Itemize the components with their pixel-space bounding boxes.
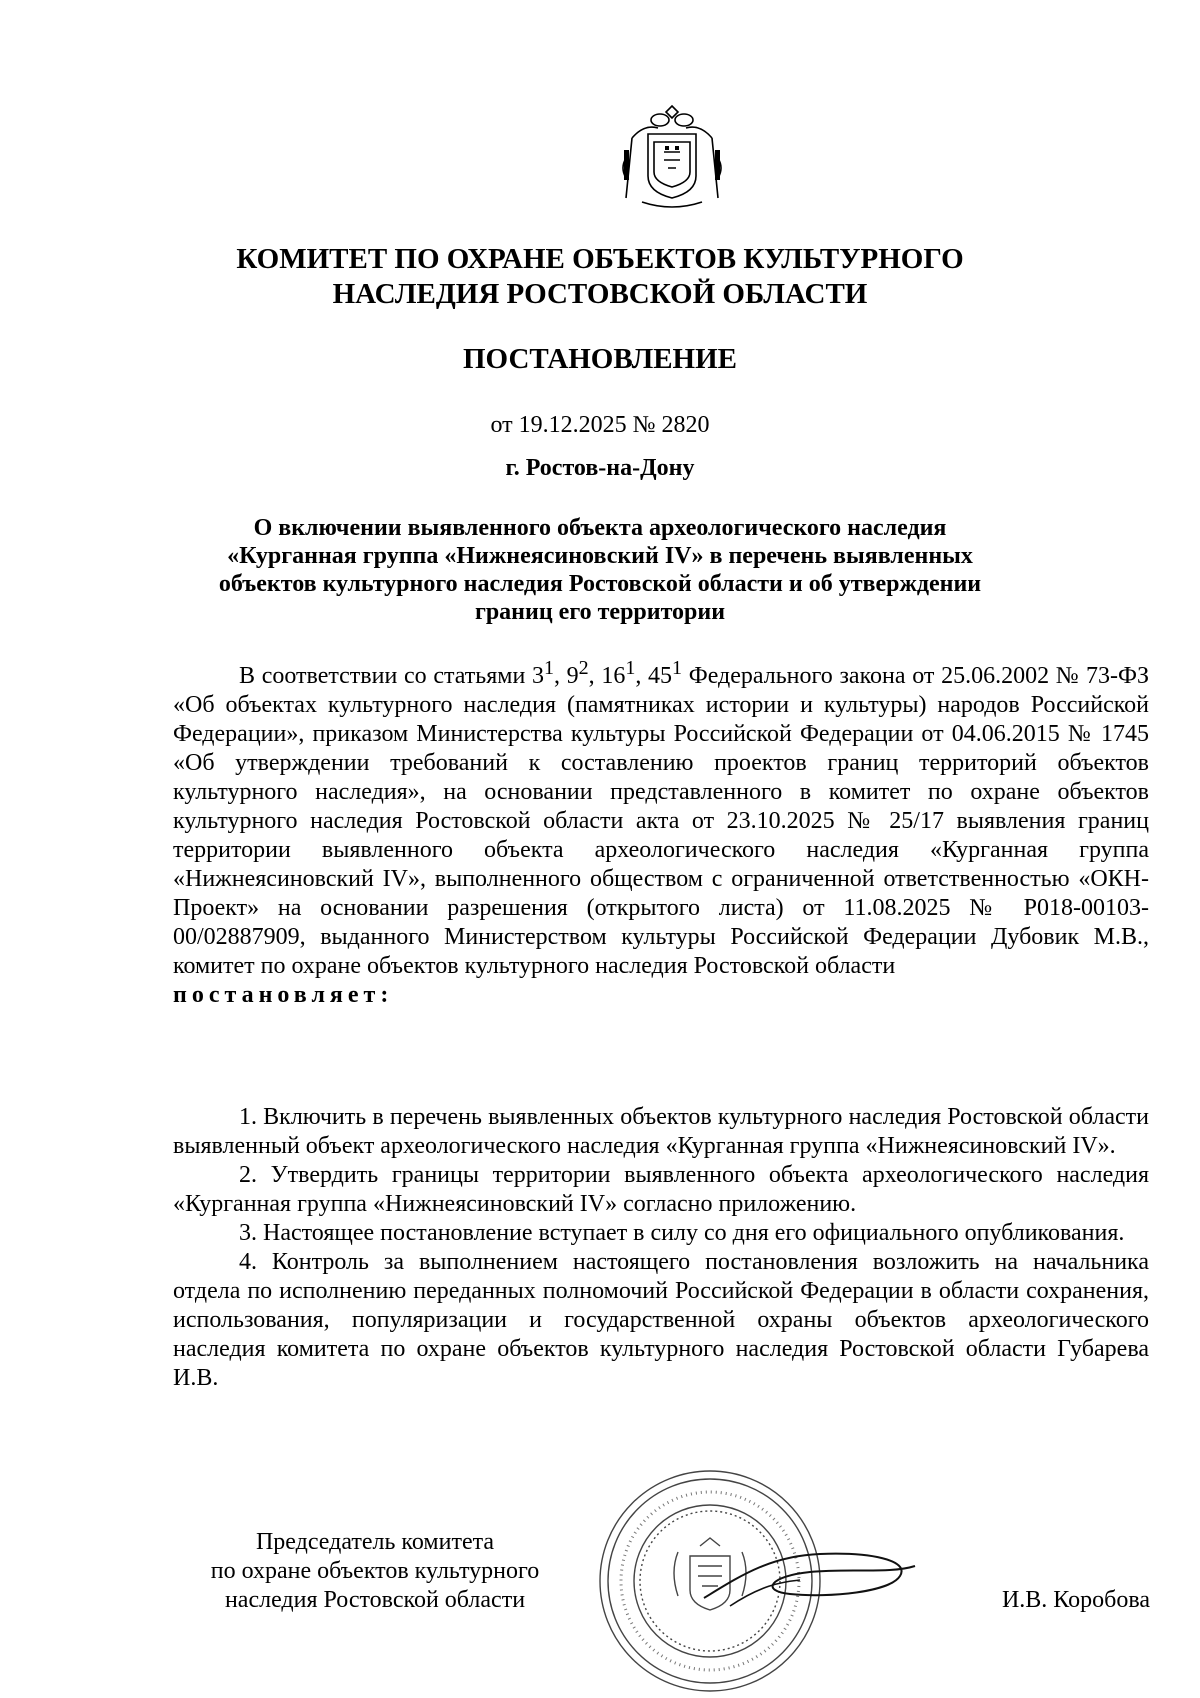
decree-item-1: 1. Включить в перечень выявленных объектов культурного наследия Ростовской области выявленный объект археологического наследия «Курганная группа «Нижнеясиновский IV». <box>173 1104 1149 1159</box>
article-superscript-3: 1 <box>625 657 636 679</box>
subject-line-3: объектов культурного наследия Ростовской области и об утверждении <box>218 571 982 597</box>
preamble-paragraph <box>173 654 1149 981</box>
document-subject <box>150 514 1050 626</box>
preamble-text-b: , 9 <box>553 663 579 689</box>
signer-position <box>160 1528 590 1615</box>
org-title-line-1: КОМИТЕТ ПО ОХРАНЕ ОБЪЕКТОВ КУЛЬТУРНОГО <box>236 243 964 275</box>
preamble-text-a: В соответствии со статьями 3 <box>239 663 544 689</box>
preamble-text-c: , 16 <box>588 663 626 689</box>
coat-of-arms-icon <box>602 98 742 218</box>
signer-position-line-1: Председатель комитета <box>255 1529 495 1555</box>
decree-item-3: 3. Настоящее постановление вступает в силу со дня его официального опубликования. <box>239 1220 1125 1246</box>
subject-line-2: «Курганная группа «Нижнеясиновский IV» в перечень выявленных <box>227 543 973 569</box>
org-title-line-2: НАСЛЕДИЯ РОСТОВСКОЙ ОБЛАСТИ <box>332 278 868 310</box>
signer-position-line-3: наследия Ростовской области <box>224 1587 526 1613</box>
article-superscript-2: 2 <box>578 657 589 679</box>
document-date-number: от 19.12.2025 № 2820 <box>490 412 710 438</box>
signer-name: И.В. Коробова <box>1001 1587 1150 1613</box>
preamble-text-e: Федерального закона от 25.06.2002 № 73-ФЗ «Об объектах культурного наследия (памятниках истории и культуры) народов Российской Федерации», приказом Министерства культуры Российской Федерации от 04.06.2015 № 1745 «Об утверждении требований к составлению проектов границ территорий объектов культурного наследия», на основании представленного в комитет по охране объектов культурного наследия Ростовской области акта от 23.10.2025 № 25/17 выявления границ территории выявленного объекта археологического наследия «Курганная группа «Нижнеясиновский IV», выполненного обществом с ограниченной ответственностью «ОКН-Проект» на основании разрешения (открытого листа) от 11.08.2025 № Р018-00103-00/02887909, выданного Министерством культуры Российской Федерации Дубовик М.В., комитет по охране объектов культурного наследия Ростовской области <box>173 663 1149 979</box>
document-city: г. Ростов-на-Дону <box>505 455 695 481</box>
decree-items <box>173 1103 1149 1393</box>
preamble-text-d: , 45 <box>635 663 673 689</box>
preamble <box>173 654 1149 1010</box>
signer-position-line-2: по охране объектов культурного <box>210 1558 540 1584</box>
organization-title <box>150 242 1050 312</box>
article-superscript-4: 1 <box>672 657 683 679</box>
decree-item-4: 4. Контроль за выполнением настоящего постановления возложить на начальника отдела по исполнению переданных полномочий Российской Федерации в области сохранения, использования, популяризации и государственной охраны объектов археологического наследия комитета по охране объектов культурного наследия Ростовской области Губарева И.В. <box>173 1249 1149 1391</box>
subject-line-4: границ его территории <box>474 599 726 625</box>
decree-item-2: 2. Утвердить границы территории выявленного объекта археологического наследия «Курганная группа «Нижнеясиновский IV» согласно приложению. <box>173 1162 1149 1217</box>
article-superscript-1: 1 <box>543 657 554 679</box>
document-type: ПОСТАНОВЛЕНИЕ <box>462 343 737 375</box>
subject-line-1: О включении выявленного объекта археологического наследия <box>253 515 947 541</box>
decree-word: постановляет: <box>173 982 394 1008</box>
